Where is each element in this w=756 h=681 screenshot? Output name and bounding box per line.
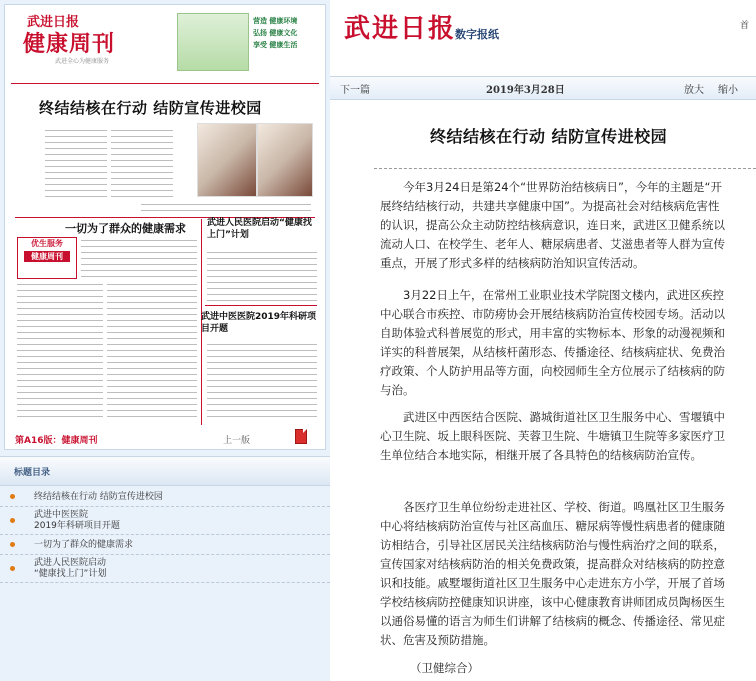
article-signature: （卫健综合） bbox=[410, 661, 479, 675]
thumbnail-text-block bbox=[17, 281, 103, 421]
article-paragraph: 3月22日上午，在常州工业职业技术学院图文楼内，武进区疾控中心联合市疾控、市防痨协会开展结核病防治宣传校园专场。活动以自助体验式科普展览的形式，用丰富的实物标本、形象的动漫视频和详实的科普展架，从结核杆菌形态、传播途径、结核病症状、免费治疗政策、个人防护用品等方面，向校园师生全方位展示了结核病的防与治。 bbox=[380, 288, 725, 397]
brand-logo: 武进日报 bbox=[344, 14, 457, 44]
thumbnail-photo bbox=[257, 123, 313, 197]
thumbnail-text-block bbox=[107, 281, 197, 421]
zoom-out-button[interactable]: 缩小 bbox=[718, 85, 738, 96]
bullet-icon bbox=[10, 518, 15, 523]
pdf-icon[interactable] bbox=[295, 429, 307, 444]
thumbnail-photo bbox=[197, 123, 257, 197]
digital-label: 数字报纸 bbox=[455, 28, 499, 41]
bullet-icon bbox=[10, 566, 15, 571]
article-paragraph: 各医疗卫生单位纷纷走进社区、学校、街道。鸣凰社区卫生服务中心将结核病防治宣传与社区高血压、糖尿病等慢性病患者的健康随访相结合，引导社区居民关注结核病防治与慢性病治疗之间的联系，宣传国家对结核病防治的相关免费政策，提高群众对结核病的防控意识和技能。戚墅堰街道社区卫生服务中心走进东方小学，开展了首场学校结核病防控健康知识讲座，该中心健康教育讲师团成员陶杨医生以通俗易懂的语言为师生们讲解了结核病的概念、传播途径、常见症状、危害及预防措施。 bbox=[380, 500, 725, 647]
next-article-link[interactable]: 下一篇 bbox=[340, 85, 370, 96]
toc-item[interactable]: 一切为了群众的健康需求 bbox=[0, 536, 330, 555]
home-link[interactable]: 首 bbox=[740, 21, 750, 31]
page-label: 第A16版：健康周刊 bbox=[15, 436, 98, 446]
article-toolbar bbox=[330, 76, 756, 100]
thumbnail-text-block bbox=[111, 127, 173, 197]
toc-item[interactable]: 终结结核在行动 结防宣传进校园 bbox=[0, 488, 330, 507]
thumbnail-slogan: 武进全心为健康服务 bbox=[55, 58, 110, 65]
thumbnail-masthead bbox=[5, 5, 325, 91]
page-thumbnail[interactable] bbox=[4, 4, 326, 450]
thumbnail-main-headline[interactable]: 终结结核在行动 结防宣传进校园 bbox=[39, 99, 262, 117]
article-paragraph: 今年3月24日是第24个“世界防治结核病日”，今年的主题是“开展终结结核行动，共建共享健康中国”。为提高社会对结核病危害性的认识，提高公众主动防控结核病意识，连日来，武进区卫健系统以流动人口、在校学生、老年人、糖尿病患者、艾滋患者等人群为宣传重点，开展了形式多样的结核病防治知识宣传活动。 bbox=[380, 180, 725, 270]
toc-title: 标题目录 bbox=[14, 468, 51, 478]
toc-item[interactable]: 武进中医医院 2019年科研项目开题 bbox=[0, 508, 330, 535]
article-paragraph: 武进区中西医结合医院、潞城街道社区卫生服务中心、雪堰镇中心卫生院、坂上眼科医院、芙蓉卫生院、牛塘镇卫生院等多家医疗卫生单位结合本地实际，相继开展了各具特色的结核病防治宣传。 bbox=[380, 410, 725, 462]
toc-header bbox=[0, 456, 330, 486]
toc-item[interactable]: 武进人民医院启动 “健康找上门”计划 bbox=[0, 556, 330, 583]
title-divider bbox=[374, 168, 756, 169]
thumbnail-text-block bbox=[207, 249, 317, 303]
prev-page-link[interactable]: 上一版 bbox=[223, 436, 251, 446]
thumbnail-headline-right1[interactable]: 武进人民医院启动“健康找上门”计划 bbox=[207, 218, 312, 240]
thumbnail-text-block bbox=[81, 237, 197, 277]
thumbnail-banner-text: 营造 健康环境 弘扬 健康文化 享受 健康生活 bbox=[253, 17, 298, 49]
left-panel bbox=[0, 0, 330, 681]
bullet-icon bbox=[10, 494, 15, 499]
article-title: 终结结核在行动 结防宣传进校园 bbox=[430, 127, 668, 146]
thumbnail-logo: 武进日报 bbox=[27, 15, 80, 30]
thumbnail-text-block bbox=[141, 201, 311, 213]
bullet-icon bbox=[10, 542, 15, 547]
thumbnail-section-title: 健康周刊 bbox=[23, 32, 116, 57]
issue-date: 2019年3月28日 bbox=[486, 85, 565, 96]
thumbnail-rule bbox=[205, 305, 317, 306]
thumbnail-rule bbox=[11, 83, 319, 90]
thumbnail-mini-logo: 优生服务 健康周刊 bbox=[17, 237, 77, 279]
thumbnail-text-block bbox=[45, 127, 107, 197]
thumbnail-text-block bbox=[207, 341, 317, 421]
thumbnail-banner-image bbox=[177, 13, 249, 71]
zoom-in-button[interactable]: 放大 bbox=[684, 85, 704, 96]
thumbnail-headline-left[interactable]: 一切为了群众的健康需求 bbox=[65, 222, 186, 235]
thumbnail-headline-right2[interactable]: 武进中医医院2019年科研项目开题 bbox=[201, 312, 317, 334]
